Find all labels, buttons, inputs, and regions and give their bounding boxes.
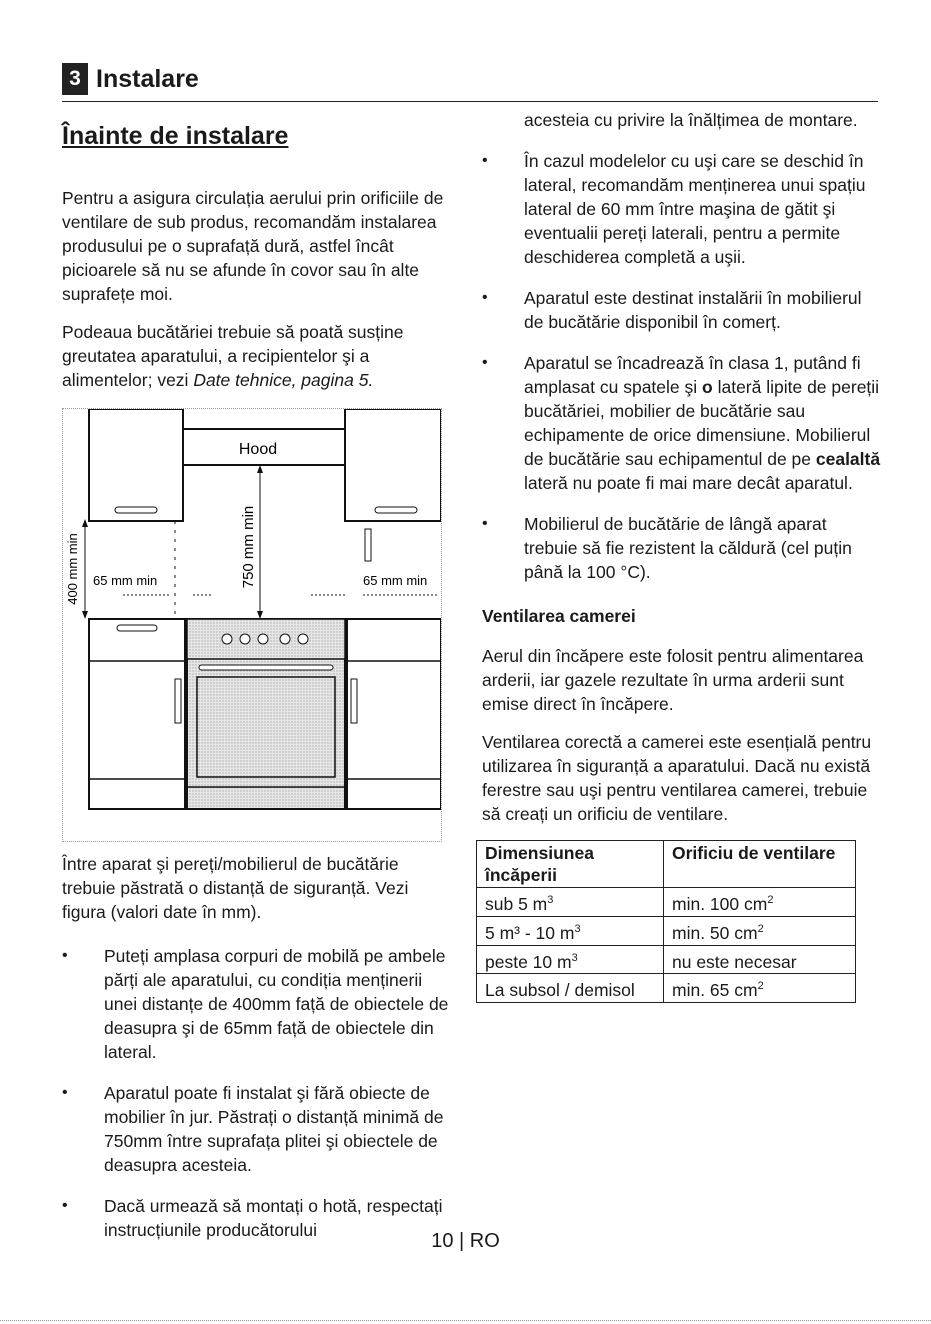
table-cell-room: sub 5 $m^3$ bbox=[477, 888, 664, 917]
class1-text-c: lateră lipite de pereții bucătăriei, mobilier de bucătărie sau echipamente de orice dimensiune. Mobilierul de bucătărie sau echipamentul de pe bbox=[524, 377, 880, 469]
header-rule bbox=[62, 101, 878, 102]
floor-text: Podeaua bucătăriei trebuie să poată susține greutatea aparatului, a recipientelor şi a alimentelor; vezi bbox=[62, 322, 404, 390]
table-cell-vent: min. 50 $cm^2$ bbox=[664, 916, 856, 945]
left-upper-cabinet bbox=[89, 409, 183, 521]
bullet-side-doors: • În cazul modelelor cu uşi care se deschid în lateral, recomandăm menținerea unui spațiu lateral de 60 mm între maşina de gătit şi eventualii pereți laterali, pentru a permite deschiderea completă a uşii. bbox=[482, 149, 882, 269]
bottom-rule bbox=[0, 1320, 931, 1321]
table-header-room: Dimensiunea încăperii bbox=[477, 841, 664, 888]
table-cell-vent: nu este necesar bbox=[664, 945, 856, 974]
bullet-heat-resistant: • Mobilierul de bucătărie de lângă aparat trebuie să fie rezistent la căldură (cel puțin până la 100 °C). bbox=[482, 512, 882, 584]
oven-door-handle bbox=[199, 665, 333, 670]
knob-4 bbox=[280, 634, 290, 644]
tech-data-reference: Date tehnice, pagina 5. bbox=[193, 370, 374, 390]
bullet-no-furniture: • Aparatul poate fi instalat şi fără obiecte de mobilier în jur. Păstrați o distanță minimă de 750mm între suprafața plitei şi obiectele de deasupra acesteia. bbox=[62, 1081, 454, 1177]
oven-window bbox=[197, 677, 335, 777]
table-header-row bbox=[477, 841, 856, 888]
table-row bbox=[477, 974, 856, 1003]
arrowhead-750-bottom bbox=[257, 611, 263, 619]
table-cell-vent: min. 100 $cm^2$ bbox=[664, 888, 856, 917]
table-row bbox=[477, 888, 856, 917]
label-400: 400 mm min bbox=[65, 533, 80, 605]
right-column bbox=[482, 108, 882, 1003]
section-title: Înainte de instalare bbox=[62, 122, 289, 150]
chapter-number-badge: 3 bbox=[62, 63, 88, 95]
right-upper-cabinet bbox=[345, 409, 441, 521]
paragraph-distance: Între aparat şi pereți/mobilierul de bucătărie trebuie păstrată o distanță de siguranță. Vezi figura (valori date în mm). bbox=[62, 854, 409, 922]
page-footer: 10 | RO bbox=[431, 1230, 500, 1252]
class1-emph-o: o bbox=[702, 377, 713, 397]
table-cell-vent: min. 65 $cm^2$ bbox=[664, 974, 856, 1003]
class1-text-e: lateră nu poate fi mai mare decât aparatul. bbox=[524, 473, 853, 493]
arrowhead-750-top bbox=[257, 465, 263, 473]
arrowhead-400-top bbox=[82, 519, 88, 527]
bullet-furniture: • Puteți amplasa corpuri de mobilă pe ambele părți ale aparatului, cu condiția menținerii unei distanțe de 400mm față de obiectele de deasupra şi de 65mm față de obiectele din lateral. bbox=[62, 944, 454, 1064]
paragraph-surface: Pentru a asigura circulația aerului prin orificiile de ventilare de sub produs, recomandăm instalarea produsului pe o suprafață dură, astfel încât picioarele să nu se afunde în covor sau în alte suprafețe moi. bbox=[62, 188, 444, 304]
right-base-cabinet bbox=[347, 619, 441, 809]
table-cell-room: La subsol / demisol bbox=[477, 974, 664, 1003]
left-base-handle bbox=[117, 625, 157, 631]
table-row bbox=[477, 916, 856, 945]
label-750: 750 mm min bbox=[240, 505, 257, 589]
right-door-handle bbox=[351, 679, 357, 723]
installation-figure bbox=[62, 408, 442, 842]
class1-text-a: Aparatul se încadrează în clasa 1, putând fi amplasat cu spatele şi bbox=[524, 353, 861, 397]
right-side-handle bbox=[365, 529, 371, 561]
right-upper-handle bbox=[375, 507, 417, 513]
knob-2 bbox=[240, 634, 250, 644]
ventilation-table bbox=[476, 840, 856, 1003]
class1-emph-other: cealaltă bbox=[815, 449, 881, 469]
left-column bbox=[62, 120, 454, 1259]
paragraph-floor bbox=[62, 320, 454, 392]
left-door-handle bbox=[175, 679, 181, 723]
chapter-header bbox=[62, 63, 199, 95]
label-65-left: 65 mm min bbox=[93, 573, 158, 588]
bullet-class-1 bbox=[482, 351, 882, 495]
hood-label: Hood bbox=[238, 441, 278, 458]
table-row bbox=[477, 945, 856, 974]
left-base-cabinet bbox=[89, 619, 185, 809]
left-upper-handle bbox=[115, 507, 157, 513]
ventilation-heading: Ventilarea camerei bbox=[482, 606, 636, 626]
table-header-vent: Orificiu de ventilare bbox=[664, 841, 856, 888]
ventilation-para2: Ventilarea corectă a camerei este esențială pentru utilizarea în siguranță a aparatului. Dacă nu există ferestre sau uşi pentru ventilarea camerei, trebuie să creați un orificiu de ventilare. bbox=[482, 732, 872, 824]
knob-1 bbox=[222, 634, 232, 644]
knob-5 bbox=[298, 634, 308, 644]
bullet-hood: • Dacă urmează să montați o hotă, respectați instrucțiunile producătorului bbox=[62, 1194, 454, 1242]
continuation-text: acesteia cu privire la înălțimea de montare. bbox=[524, 110, 858, 130]
table-cell-room: peste 10 $m^3$ bbox=[477, 945, 664, 974]
arrowhead-400-bottom bbox=[82, 611, 88, 619]
chapter-title: Instalare bbox=[96, 64, 199, 93]
ventilation-para1: Aerul din încăpere este folosit pentru alimentarea arderii, iar gazele rezultate în urma arderii sunt emise direct în încăpere. bbox=[482, 646, 864, 714]
bullet-furniture-install: • Aparatul este destinat instalării în mobilierul de bucătărie disponibil în comerț. bbox=[482, 286, 882, 334]
table-cell-room: 5 m³ - 10 $m^3$ bbox=[477, 916, 664, 945]
installation-diagram bbox=[63, 409, 441, 841]
knob-3 bbox=[258, 634, 268, 644]
label-65-right: 65 mm min bbox=[363, 573, 428, 588]
